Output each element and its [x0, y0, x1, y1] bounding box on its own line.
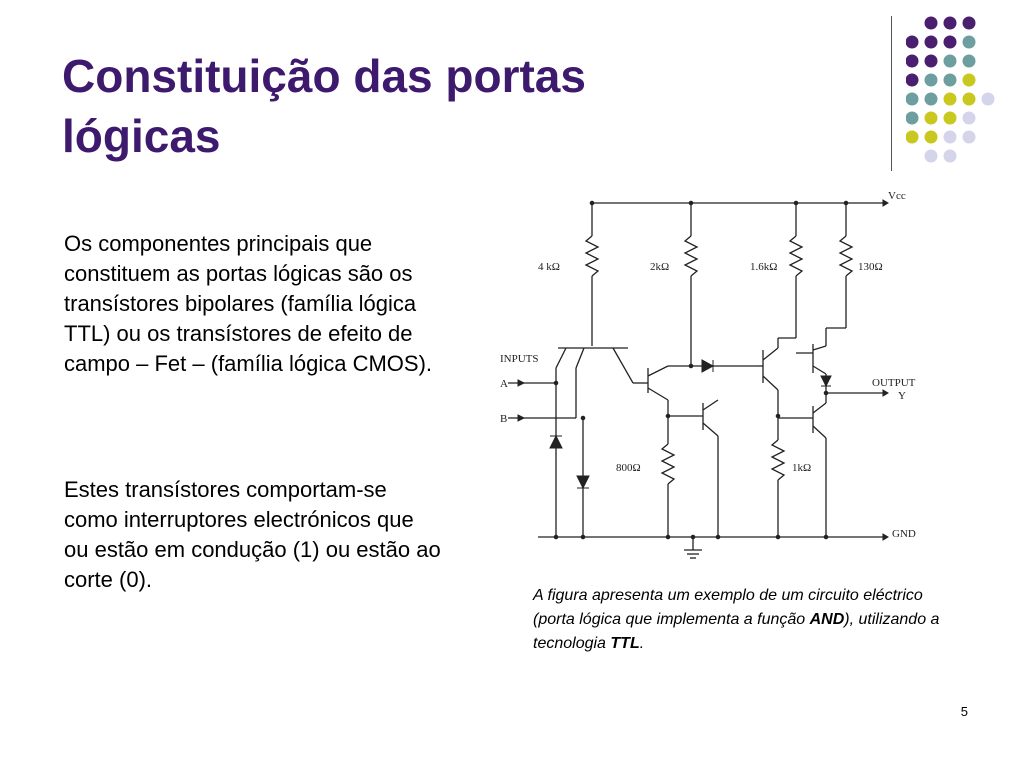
paragraph-components: Os componentes principais que constituem as portas lógicas são os transístores bipolares (família lógica TTL) ou os transístores de efeito de campo – Fet – (família lógica CMOS).	[64, 231, 433, 376]
caption-and: AND	[809, 611, 845, 628]
decorative-dot	[944, 36, 957, 49]
decorative-dot	[925, 131, 938, 144]
decorative-dot	[944, 74, 957, 87]
decorative-dot	[963, 74, 976, 87]
label-input-a: A	[500, 378, 508, 390]
decorative-dot	[944, 55, 957, 68]
caption-ttl: TTL	[610, 635, 640, 652]
caption-part-3: .	[639, 635, 645, 652]
decorative-dot	[925, 55, 938, 68]
label-r3: 1.6kΩ	[750, 261, 778, 273]
decorative-dot	[906, 74, 919, 87]
label-output: OUTPUT	[872, 377, 916, 389]
decorative-dot	[963, 17, 976, 30]
decorative-dot-grid	[906, 14, 1006, 164]
decorative-dot	[963, 112, 976, 125]
decorative-dot	[944, 150, 957, 163]
caption-part-1: A figura apresenta um exemplo de um circuito eléctrico (porta lógica que implementa a função	[533, 587, 923, 628]
label-r1: 4 kΩ	[538, 261, 560, 273]
paragraph-switches: Estes transístores comportam-se como interruptores electrónicos que ou estão em condução (1) ou estão ao corte (0).	[64, 477, 441, 592]
decorative-dot	[963, 93, 976, 106]
decorative-dot	[963, 131, 976, 144]
decorative-dot	[906, 55, 919, 68]
decorative-dot	[963, 55, 976, 68]
decorative-dot	[906, 36, 919, 49]
slide-title	[62, 46, 822, 166]
page-number: 5	[960, 704, 968, 719]
decorative-dot	[925, 17, 938, 30]
label-gnd: GND	[892, 528, 916, 540]
decorative-dot	[925, 74, 938, 87]
decorative-dot	[906, 93, 919, 106]
decorative-dot	[925, 36, 938, 49]
caption-part-2: ), utilizando a tecnologia	[533, 611, 940, 652]
decorative-dot	[925, 93, 938, 106]
title-line-2: lógicas	[62, 110, 221, 162]
label-vcc: Vcc	[888, 190, 906, 202]
label-r5: 800Ω	[616, 462, 641, 474]
decorative-dot	[982, 93, 995, 106]
title-line-1: Constituição das portas	[62, 50, 586, 102]
decorative-dot	[944, 93, 957, 106]
label-r2: 2kΩ	[650, 261, 670, 273]
decorative-dot	[925, 112, 938, 125]
figure-caption	[533, 584, 953, 656]
decorative-dot	[963, 36, 976, 49]
ttl-and-gate-circuit-diagram	[488, 178, 928, 578]
title-divider-line	[891, 16, 892, 171]
decorative-dot	[906, 131, 919, 144]
label-output-y: Y	[898, 390, 906, 402]
decorative-dot	[944, 131, 957, 144]
decorative-dot	[906, 112, 919, 125]
label-input-b: B	[500, 413, 508, 425]
label-inputs: INPUTS	[500, 353, 539, 365]
decorative-dot	[944, 112, 957, 125]
label-r6: 1kΩ	[792, 462, 812, 474]
decorative-dot	[925, 150, 938, 163]
decorative-dot	[944, 17, 957, 30]
label-r4: 130Ω	[858, 261, 883, 273]
